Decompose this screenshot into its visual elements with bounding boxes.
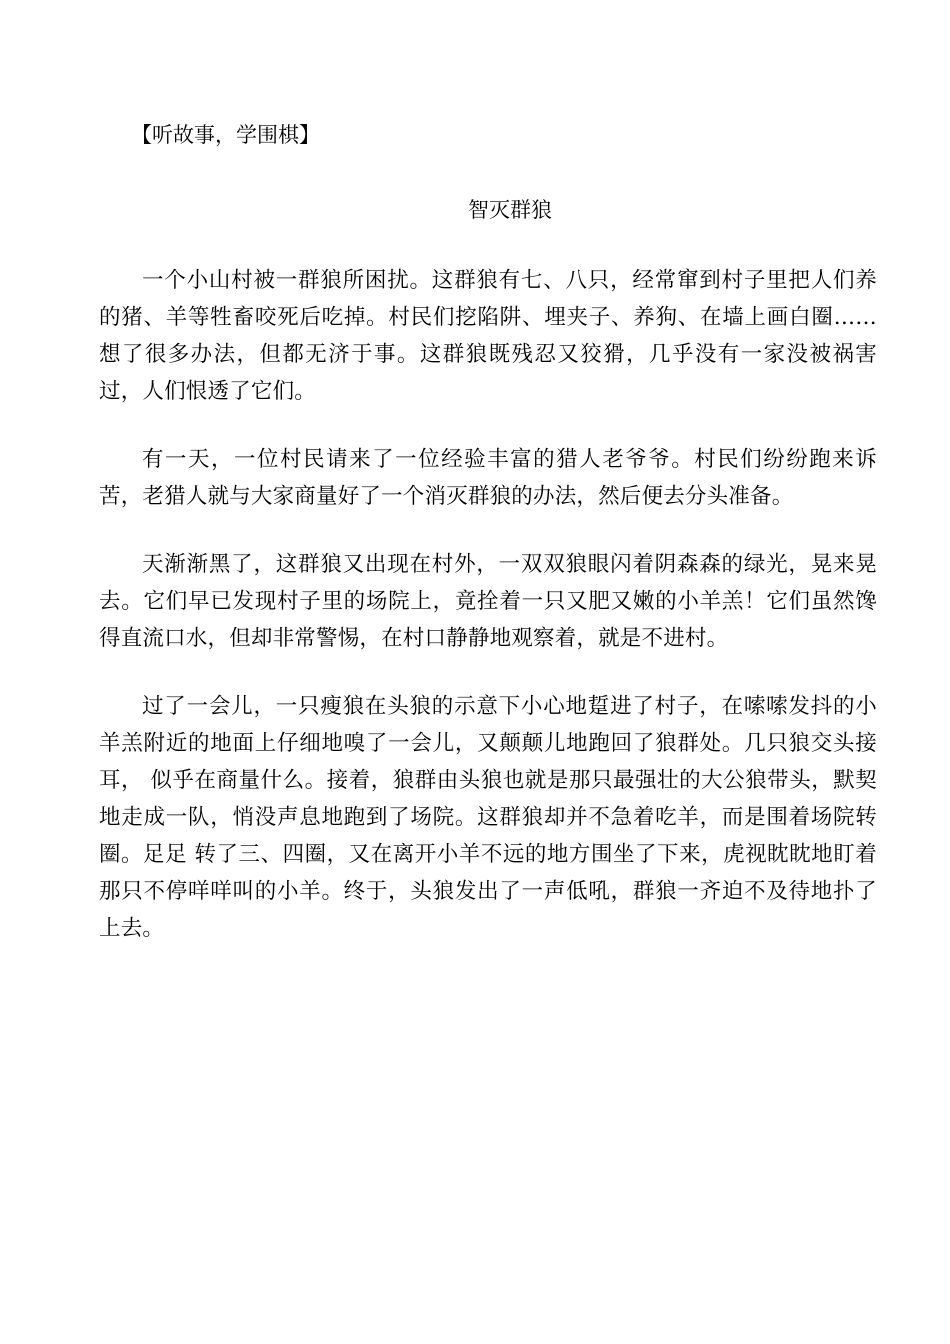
section-label: 【听故事，学围棋】 [131,123,320,147]
paragraph: 过了一会儿，一只瘦狼在头狼的示意下小心地踅进了村子，在嗦嗦发抖的小羊羔附近的地面上仔细地嗅了一会儿，又颠颠儿地跑回了狼群处。几只狼交头接耳， 似乎在商量什么。接着，狼群由头狼也就是那只最强壮的大公狼带头，默契地走成一队，悄没声息地跑到了场院。这群狼却并不急着吃羊，而是围着场院转圈。足足 转了三、四圈，又在离开小羊不远的地方围坐了下来，虎视眈眈地盯着那只不停咩咩叫的小羊。终于，头狼发出了一声低吼，群狼一齐迫不及待地扑了上去。 [99,694,877,941]
story-title: 智灭群狼 [468,198,552,222]
paragraph: 一个小山村被一群狼所困扰。这群狼有七、八只，经常窜到村子里把人们养的猪、羊等牲畜咬死后吃掉。村民们挖陷阱、埋夹子、养狗、在墙上画白圈……想了很多办法，但都无济于事。这群狼既残忍又狡猾，几乎没有一家没被祸害过，人们恨透了它们。 [99,268,877,404]
paragraph: 天渐渐黑了，这群狼又出现在村外，一双双狼眼闪着阴森森的绿光，晃来晃去。它们早已发现村子里的场院上，竟拴着一只又肥又嫩的小羊羔！它们虽然馋得直流口水，但却非常警惕，在村口静静地观察着，就是不进村。 [99,552,877,651]
story-body [99,262,877,978]
paragraph: 有一天，一位村民请来了一位经验丰富的猎人老爷爷。村民们纷纷跑来诉苦，老猎人就与大家商量好了一个消灭群狼的办法，然后便去分头准备。 [99,447,877,509]
